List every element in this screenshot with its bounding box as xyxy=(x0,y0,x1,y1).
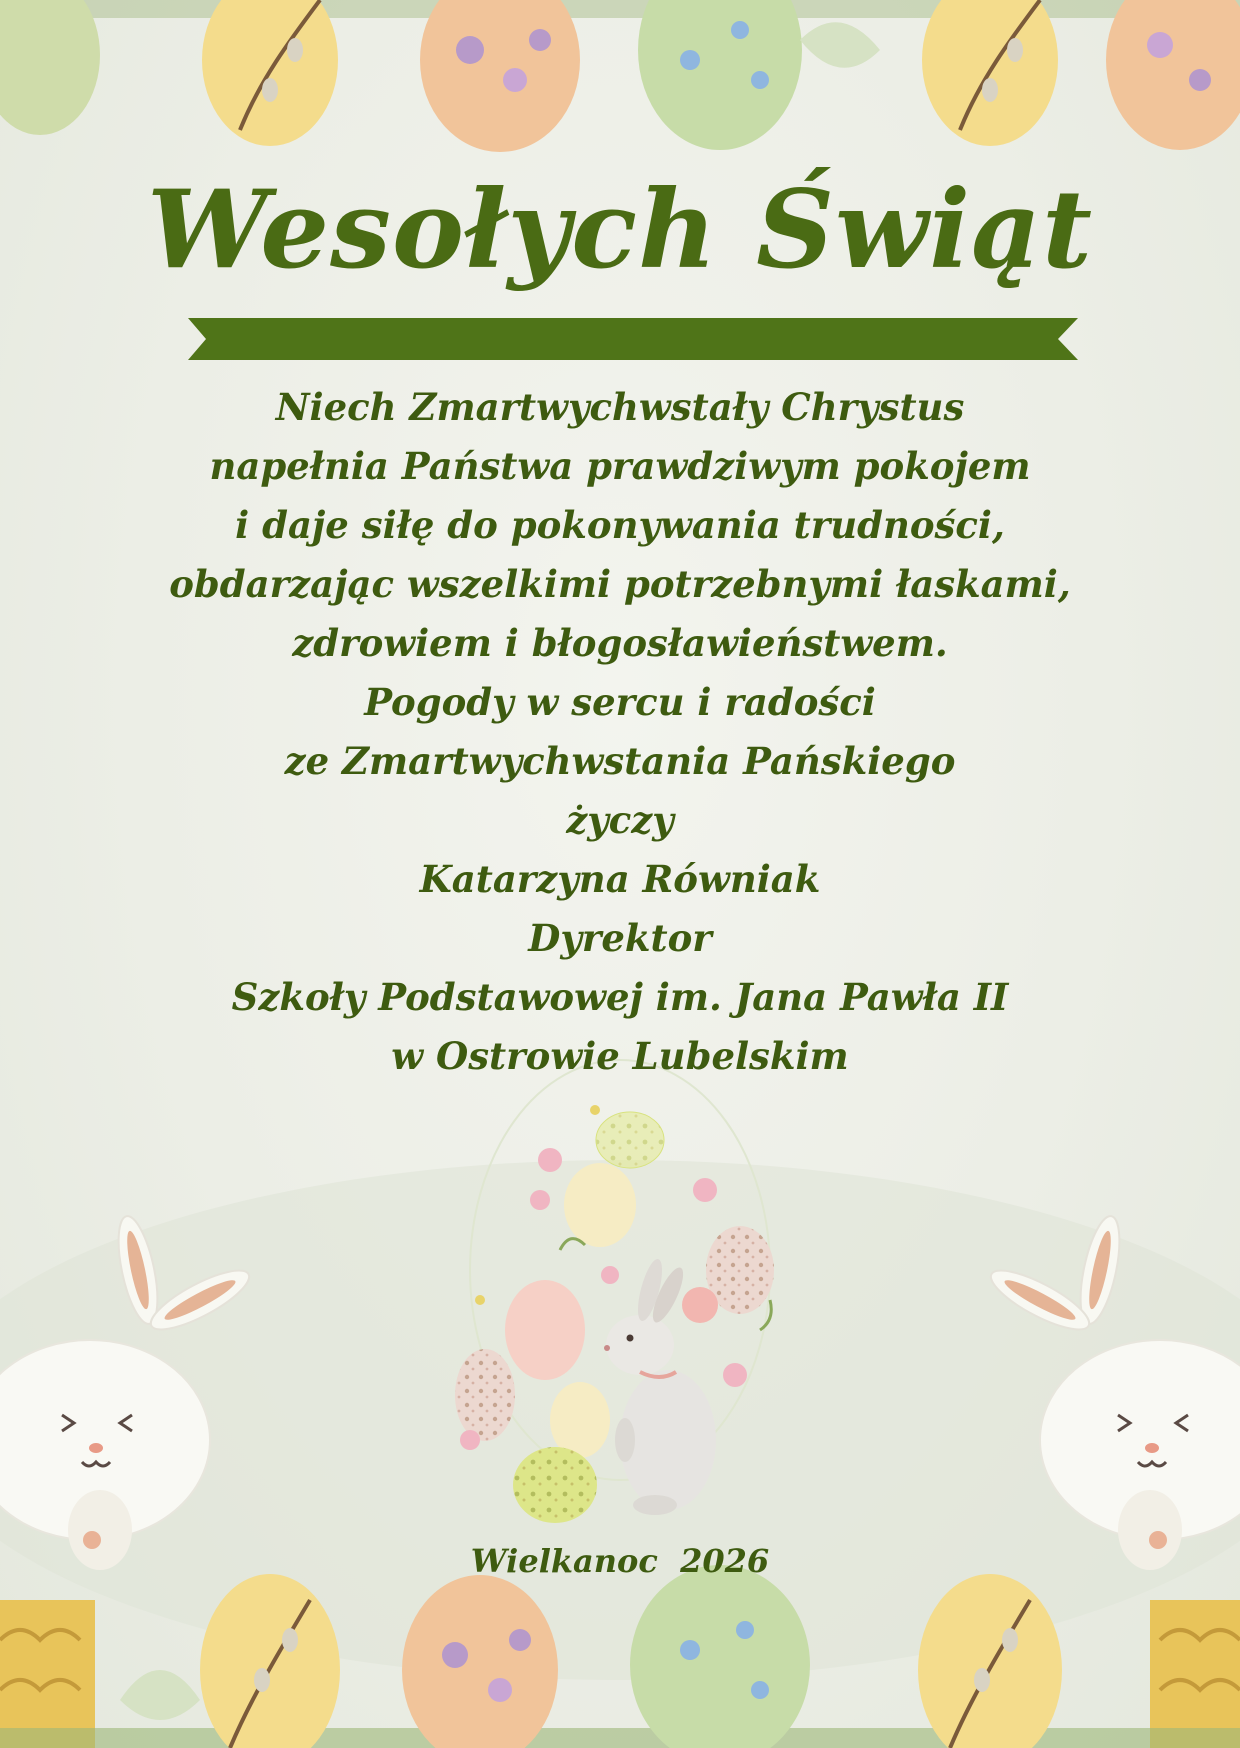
message-line: obdarzając wszelkimi potrzebnymi łaskami, xyxy=(169,562,1071,606)
message-line: napełnia Państwa prawdziwym pokojem xyxy=(209,444,1031,488)
greeting-message xyxy=(80,378,1160,1086)
message-line: i daje siłę do pokonywania trudności, xyxy=(235,503,1005,547)
message-line: zdrowiem i błogosławieństwem. xyxy=(292,621,948,665)
message-line: Niech Zmartwychwstały Chrystus xyxy=(275,385,965,429)
signature-name: Katarzyna Równiak xyxy=(419,857,821,901)
title-ribbon xyxy=(188,318,1078,360)
signature-school: Szkoły Podstawowej im. Jana Pawła II xyxy=(231,975,1009,1019)
greeting-title: Wesołych Świąt xyxy=(146,167,1094,293)
signature-role: Dyrektor xyxy=(528,916,712,960)
signature-location: w Ostrowie Lubelskim xyxy=(391,1034,849,1078)
occasion-year: Wielkanoc 2026 xyxy=(470,1542,770,1580)
message-line: Pogody w sercu i radości xyxy=(364,680,876,724)
message-line: ze Zmartwychwstania Pańskiego xyxy=(284,739,956,783)
message-line: życzy xyxy=(566,798,674,842)
top-egg-border xyxy=(0,0,1240,152)
